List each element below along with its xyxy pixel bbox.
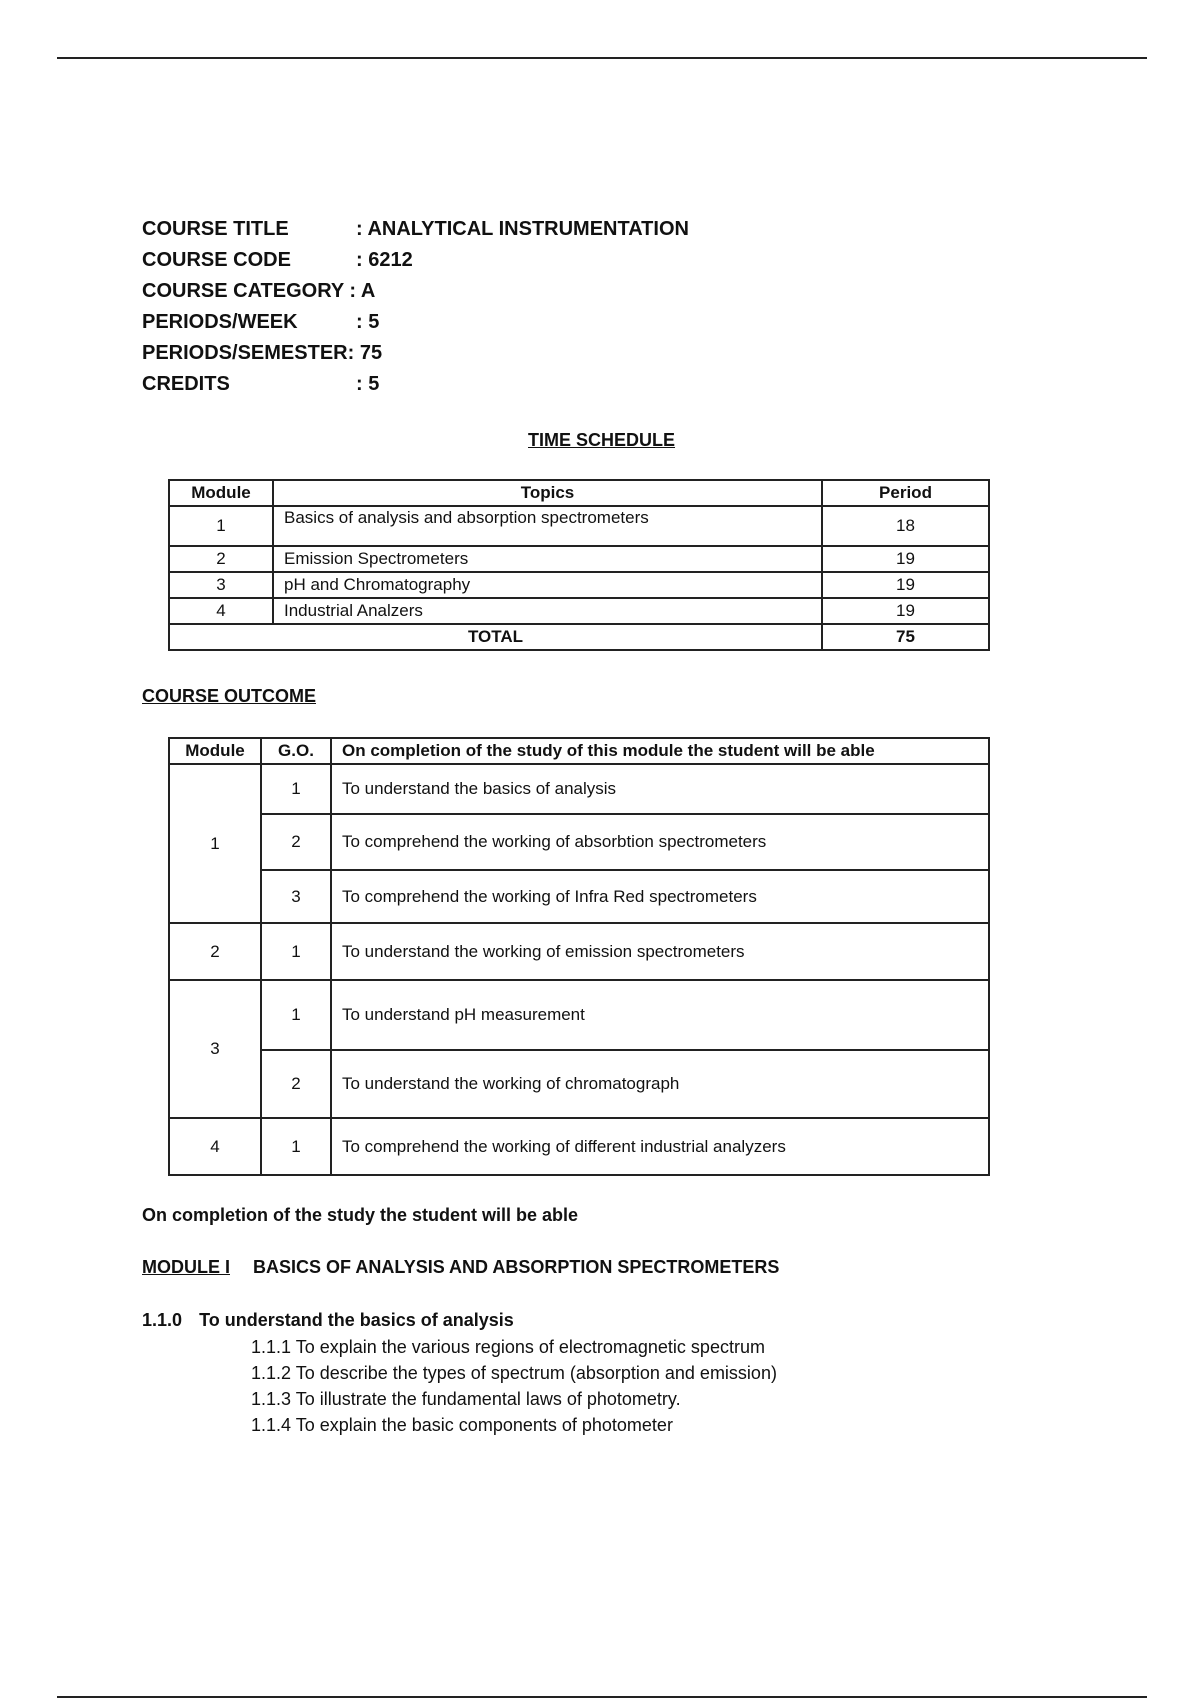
- go-cell: 1: [261, 1118, 331, 1175]
- list-item: 1.1.1 To explain the various regions of electromagnetic spectrum: [251, 1337, 765, 1357]
- go-cell: 1: [261, 980, 331, 1050]
- course-category-row: [142, 276, 382, 307]
- outcome-cell: To understand pH measurement: [331, 980, 989, 1050]
- table-row: [169, 980, 989, 1050]
- module-cell: 3: [169, 980, 261, 1118]
- go-cell: 1: [261, 764, 331, 814]
- module-cell: 1: [169, 506, 273, 546]
- info-value: : 5: [356, 373, 380, 395]
- objective-number: 1.1.0: [142, 1310, 183, 1330]
- info-label: PERIODS/WEEK: [142, 311, 298, 333]
- table-row: [169, 598, 989, 624]
- info-label: COURSE CATEGORY :: [142, 280, 357, 302]
- table-row: [169, 923, 989, 980]
- table-row: [169, 572, 989, 598]
- completion-statement: On completion of the study the student will be able: [142, 1205, 579, 1225]
- course-code-row: [142, 245, 413, 276]
- column-header: Period: [822, 480, 989, 506]
- table-row: [169, 506, 989, 546]
- time-schedule-table: [168, 479, 990, 651]
- outcome-cell: To comprehend the working of different industrial analyzers: [331, 1118, 989, 1175]
- go-cell: 2: [261, 814, 331, 870]
- bottom-rule: [57, 1696, 1147, 1698]
- credits-row: [142, 369, 382, 400]
- objective-heading: [142, 1310, 514, 1331]
- info-value: 75: [359, 342, 383, 364]
- outcome-cell: To understand the basics of analysis: [331, 764, 989, 814]
- info-value: A: [360, 280, 376, 302]
- info-label: CREDITS: [142, 373, 230, 395]
- topic-cell: Industrial Analzers: [273, 598, 822, 624]
- list-item: 1.1.4 To explain the basic components of photometer: [251, 1415, 673, 1435]
- table-row: [169, 546, 989, 572]
- info-label: COURSE CODE: [142, 249, 291, 271]
- topic-cell: Basics of analysis and absorption spectrometers: [273, 506, 822, 546]
- info-value: : 6212: [356, 249, 413, 271]
- course-outcome-table: [168, 737, 990, 1176]
- objective-title: To understand the basics of analysis: [199, 1310, 514, 1330]
- table-header-row: [169, 738, 989, 764]
- list-item: 1.1.3 To illustrate the fundamental laws of photometry.: [251, 1389, 681, 1409]
- module-cell: 1: [169, 764, 261, 923]
- period-cell: 18: [822, 506, 989, 546]
- module-title: BASICS OF ANALYSIS AND ABSORPTION SPECTROMETERS: [253, 1257, 780, 1277]
- period-cell: 19: [822, 598, 989, 624]
- periods-semester-row: [142, 338, 382, 369]
- info-label: COURSE TITLE: [142, 218, 289, 240]
- table-row: [169, 764, 989, 814]
- table-row: [169, 1050, 989, 1118]
- table-header-row: [169, 480, 989, 506]
- outcome-cell: To comprehend the working of Infra Red spectrometers: [331, 870, 989, 923]
- column-header: On completion of the study of this module the student will be able: [331, 738, 989, 764]
- topic-cell: Emission Spectrometers: [273, 546, 822, 572]
- topic-cell: pH and Chromatography: [273, 572, 822, 598]
- module-heading: [142, 1257, 779, 1278]
- total-value: 75: [822, 624, 989, 650]
- module-cell: 2: [169, 546, 273, 572]
- list-item: 1.1.2 To describe the types of spectrum (absorption and emission): [251, 1363, 777, 1383]
- module-cell: 3: [169, 572, 273, 598]
- time-schedule-heading: TIME SCHEDULE: [528, 430, 676, 450]
- course-title-row: [142, 214, 689, 245]
- module-cell: 2: [169, 923, 261, 980]
- go-cell: 3: [261, 870, 331, 923]
- column-header: Module: [169, 738, 261, 764]
- course-outcome-heading: COURSE OUTCOME: [142, 686, 317, 706]
- table-row: [169, 870, 989, 923]
- column-header: Module: [169, 480, 273, 506]
- period-cell: 19: [822, 572, 989, 598]
- go-cell: 1: [261, 923, 331, 980]
- total-row: [169, 624, 989, 650]
- period-cell: 19: [822, 546, 989, 572]
- module-cell: 4: [169, 598, 273, 624]
- top-rule: [57, 57, 1147, 59]
- column-header: Topics: [273, 480, 822, 506]
- info-value: : 5: [356, 311, 380, 333]
- table-row: [169, 814, 989, 870]
- outcome-cell: To comprehend the working of absorbtion spectrometers: [331, 814, 989, 870]
- table-row: [169, 1118, 989, 1175]
- objective-list: [251, 1334, 777, 1438]
- module-cell: 4: [169, 1118, 261, 1175]
- outcome-cell: To understand the working of chromatograph: [331, 1050, 989, 1118]
- module-label: MODULE I: [142, 1257, 230, 1277]
- go-cell: 2: [261, 1050, 331, 1118]
- periods-week-row: [142, 307, 382, 338]
- info-value: : ANALYTICAL INSTRUMENTATION: [356, 218, 689, 240]
- info-label: PERIODS/SEMESTER:: [142, 342, 355, 364]
- course-info: [142, 214, 689, 400]
- column-header: G.O.: [261, 738, 331, 764]
- outcome-cell: To understand the working of emission spectrometers: [331, 923, 989, 980]
- total-label: TOTAL: [169, 624, 822, 650]
